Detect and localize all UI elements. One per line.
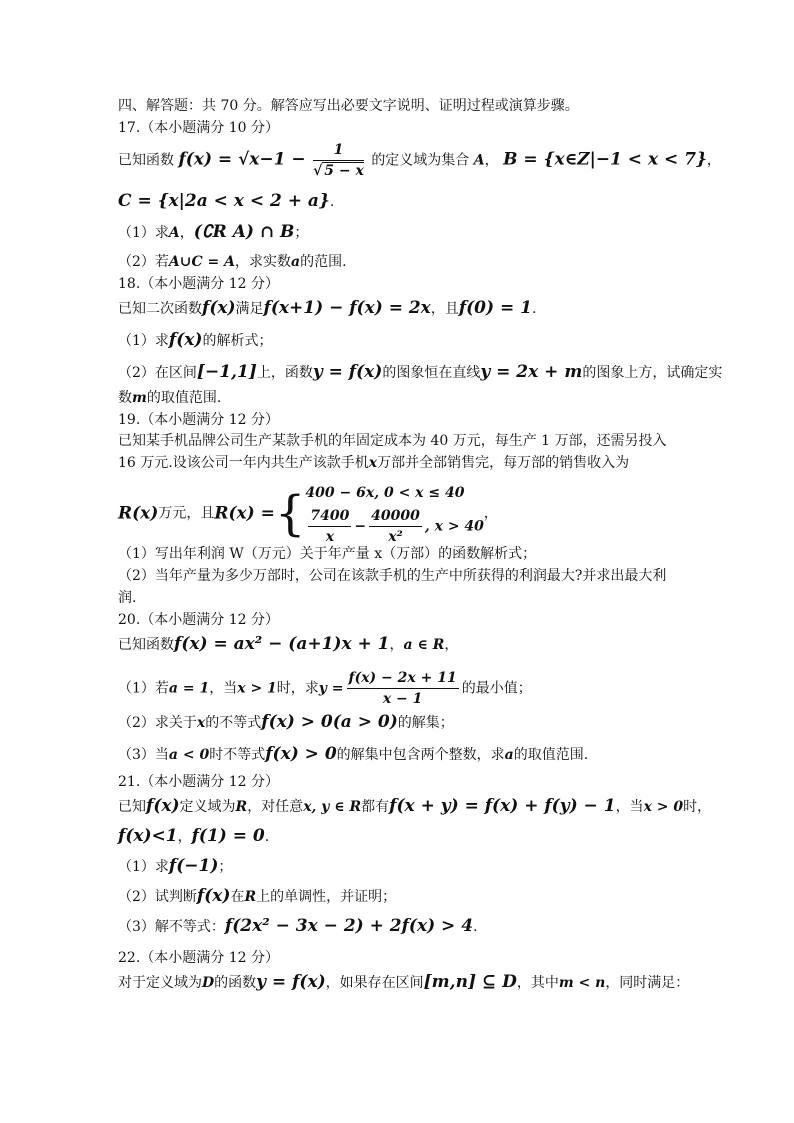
q17-title: 17.（本小题满分 10 分）	[118, 120, 279, 136]
q19-piecewise: 400 − 6x, 0 < x ≤ 40 $\frac{7400}{x}$ − $\frac{40000}{\text{x²}}$ , x > 40	[305, 485, 484, 545]
q20-part3: （3）当a < 0时不等式f(x) > 0的解集中包含两个整数，求a的取值范围.	[118, 744, 589, 764]
q17-part1: （1）求A，(∁R A) ∩ B；	[118, 222, 309, 242]
q19-title: 19.（本小题满分 12 分）	[118, 412, 279, 428]
q18-title: 18.（本小题满分 12 分）	[118, 276, 279, 292]
q19-part2: （2）当年产量为多少万部时，公司在该款手机的生产中所获得的利润最大?并求出最大利	[118, 568, 667, 584]
q20-part2: （2）求关于x的不等式f(x) > 0(a > 0)的解集；	[118, 712, 454, 732]
q17-set-b: B = {x∈Z|−1 < x < 7}	[503, 149, 707, 170]
q18-part1: （1）求f(x)的解析式；	[118, 330, 273, 350]
q18-part2: （2）在区间[−1,1]上，函数y = f(x)的图象恒在直线y = 2x + m的图象上方，试确定实	[118, 362, 723, 382]
q22-stem: 对于定义域为D的函数y = f(x)，如果存在区间[m,n] ⊆ D，其中m < n，同时满足：	[118, 972, 690, 992]
q21-part3: （3）解不等式：f(2x² − 3x − 2) + 2f(x) > 4.	[118, 916, 478, 936]
q18-part2-cont: 数m的取值范围.	[118, 390, 222, 406]
q21-stem: 已知f(x)定义域为R，对任意x, y ∈ R都有f(x + y) = f(x) + f(y) − 1，当x > 0时，	[118, 796, 712, 816]
q20-part1: （1）若a = 1，当x > 1时，求y = $\frac{f(x) - 2x + 11}{x - 1}$ 的最小值；	[118, 670, 532, 707]
q21-part2: （2）试判断f(x)在R上的单调性，并证明；	[118, 886, 397, 906]
q17-fraction: $\frac{1}{√ 5 - x}$	[313, 142, 364, 179]
q17-part2: （2）若A∪C = A，求实数a的范围.	[118, 254, 347, 270]
q21-part1: （1）求f(−1)；	[118, 856, 233, 876]
q20-fraction: $\frac{f(x) - 2x + 11}{x - 1}$	[348, 670, 457, 707]
q21-conditions: f(x)<1，f(1) = 0.	[118, 826, 270, 846]
q17-set-c: C = {x|2a < x < 2 + a}.	[118, 191, 335, 211]
q22-title: 22.（本小题满分 12 分）	[118, 950, 279, 966]
q17-stem: 已知函数 f(x) = √x−1 − $\frac{1}{√ 5 - x}$ 的定义域为集合 A， B = {x∈Z|−1 < x < 7}，	[118, 142, 721, 179]
q19-text1: 已知某手机品牌公司生产某款手机的年固定成本为 40 万元，每生产 1 万部，还需另投入	[118, 433, 667, 449]
q20-title: 20.（本小题满分 12 分）	[118, 612, 279, 628]
q21-title: 21.（本小题满分 12 分）	[118, 774, 279, 790]
q19-part1: （1）写出年利润 W（万元）关于年产量 x（万部）的函数解析式；	[118, 546, 537, 562]
q19-revenue: R(x)万元，且R(x) ={ 400 − 6x, 0 < x ≤ 40 $\frac{7400}{x}$ − $\frac{40000}{\text{x²}}$ , x > 40 ，	[118, 480, 498, 547]
section-header: 四、解答题：共 70 分。解答应写出必要文字说明、证明过程或演算步骤。	[118, 98, 579, 114]
q19-part2-cont: 润.	[118, 590, 137, 606]
q18-stem: 已知二次函数f(x)满足f(x+1) − f(x) = 2x，且f(0) = 1.	[118, 298, 537, 318]
q19-text2: 16 万元.设该公司一年内共生产该款手机x万部并全部销售完，每万部的销售收入为	[118, 455, 630, 471]
q17-function: f(x) = √x−1 −	[178, 149, 306, 170]
q20-stem: 已知函数f(x) = ax² − (a+1)x + 1，a ∈ R，	[118, 634, 459, 654]
